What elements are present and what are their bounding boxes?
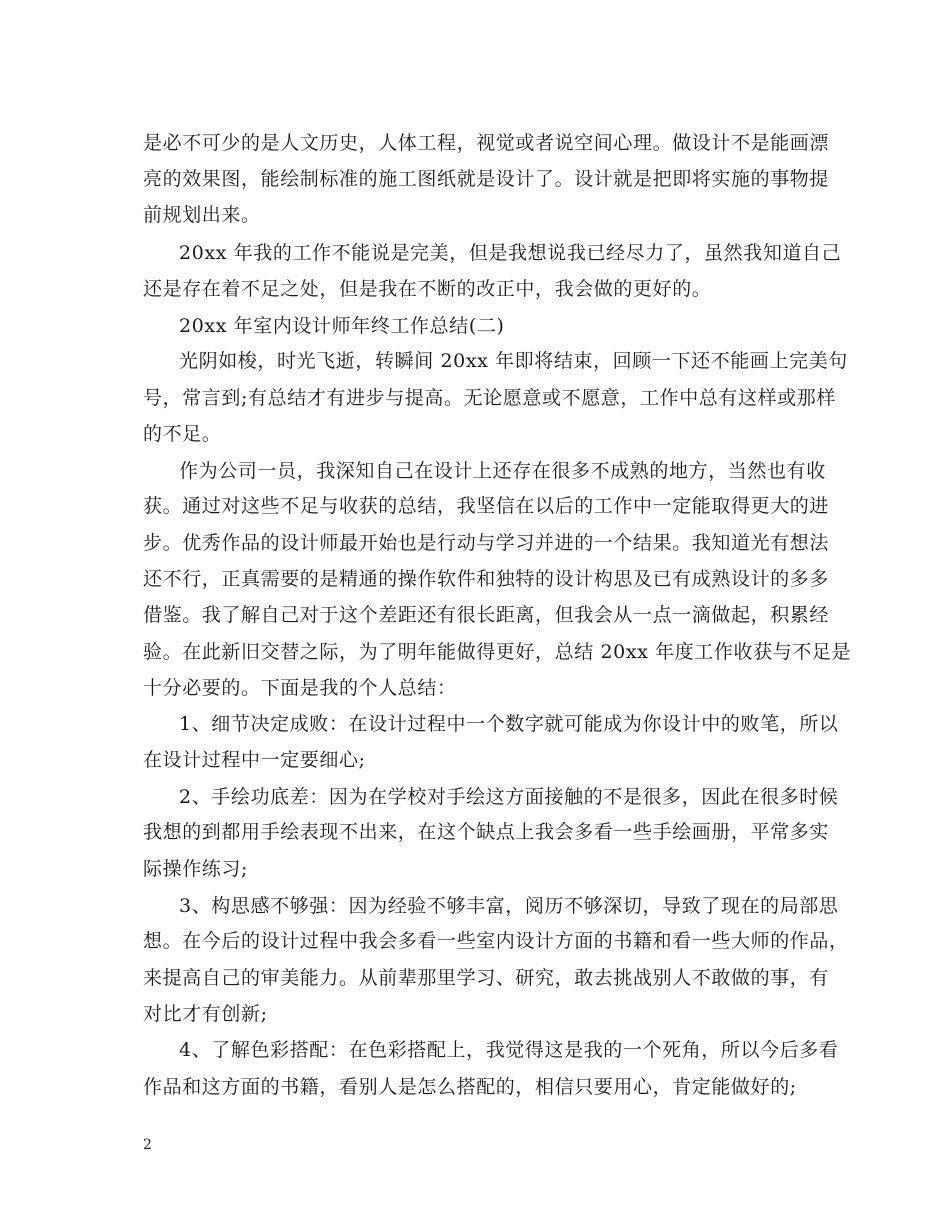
text-line: 验。在此新旧交替之际，为了明年能做得更好，总结 20xx 年度工作收获与不足是 xyxy=(143,641,852,663)
text-line: 十分必要的。下面是我的个人总结： xyxy=(143,677,457,699)
text-line: 获。通过对这些不足与收获的总结，我坚信在以后的工作中一定能取得更大的进 xyxy=(143,495,830,517)
text-line: 的不足。 xyxy=(143,423,222,445)
list-item-line: 作品和这方面的书籍，看别人是怎么搭配的，相信只要用心，肯定能做好的; xyxy=(143,1076,797,1098)
text-line: 还是存在着不足之处，但是我在不断的改正中，我会做的更好的。 xyxy=(143,278,712,300)
list-item-line: 2、手绘功底差：因为在学校对手绘这方面接触的不是很多，因此在很多时候 xyxy=(179,786,839,808)
text-line: 是必不可少的是人文历史，人体工程，视觉或者说空间心理。做设计不是能画漂 xyxy=(143,132,830,154)
list-item-line: 来提高自己的审美能力。从前辈那里学习、研究，敢去挑战别人不敢做的事，有 xyxy=(143,967,830,989)
text-line: 光阴如梭，时光飞逝，转瞬间 20xx 年即将结束，回顾一下还不能画上完美句 xyxy=(179,350,848,372)
list-item-line: 4、了解色彩搭配：在色彩搭配上，我觉得这是我的一个死角，所以今后多看 xyxy=(179,1039,839,1061)
list-item-line: 对比才有创新; xyxy=(143,1003,268,1025)
text-line: 还不行，正真需要的是精通的操作软件和独特的设计构思及已有成熟设计的多多 xyxy=(143,568,830,590)
section-heading: 20xx 年室内设计师年终工作总结(二) xyxy=(179,315,505,337)
list-item-line: 想。在今后的设计过程中我会多看一些室内设计方面的书籍和看一些大师的作品， xyxy=(143,930,849,952)
list-item-line: 在设计过程中一定要细心; xyxy=(143,749,366,771)
text-line: 20xx 年我的工作不能说是完美，但是我想说我已经尽力了，虽然我知道自己 xyxy=(179,242,842,264)
list-item-line: 1、细节决定成败：在设计过程中一个数字就可能成为你设计中的败笔，所以 xyxy=(179,713,839,735)
text-line: 作为公司一员，我深知自己在设计上还存在很多不成熟的地方，当然也有收 xyxy=(179,460,826,482)
text-line: 步。优秀作品的设计师最开始也是行动与学习并进的一个结果。我知道光有想法 xyxy=(143,532,830,554)
text-line: 号，常言到;有总结才有进步与提高。无论愿意或不愿意，工作中总有这样或那样 xyxy=(143,387,837,409)
text-line: 前规划出来。 xyxy=(143,204,261,226)
list-item-line: 3、构思感不够强：因为经验不够丰富，阅历不够深切，导致了现在的局部思 xyxy=(179,895,839,917)
page-number: 2 xyxy=(143,1137,152,1153)
list-item-line: 际操作练习; xyxy=(143,858,249,880)
text-line: 亮的效果图，能绘制标准的施工图纸就是设计了。设计就是把即将实施的事物提 xyxy=(143,168,830,190)
text-line: 借鉴。我了解自己对于这个差距还有很长距离，但我会从一点一滴做起，积累经 xyxy=(143,604,830,626)
list-item-line: 我想的到都用手绘表现不出来，在这个缺点上我会多看一些手绘画册，平常多实 xyxy=(143,821,830,843)
